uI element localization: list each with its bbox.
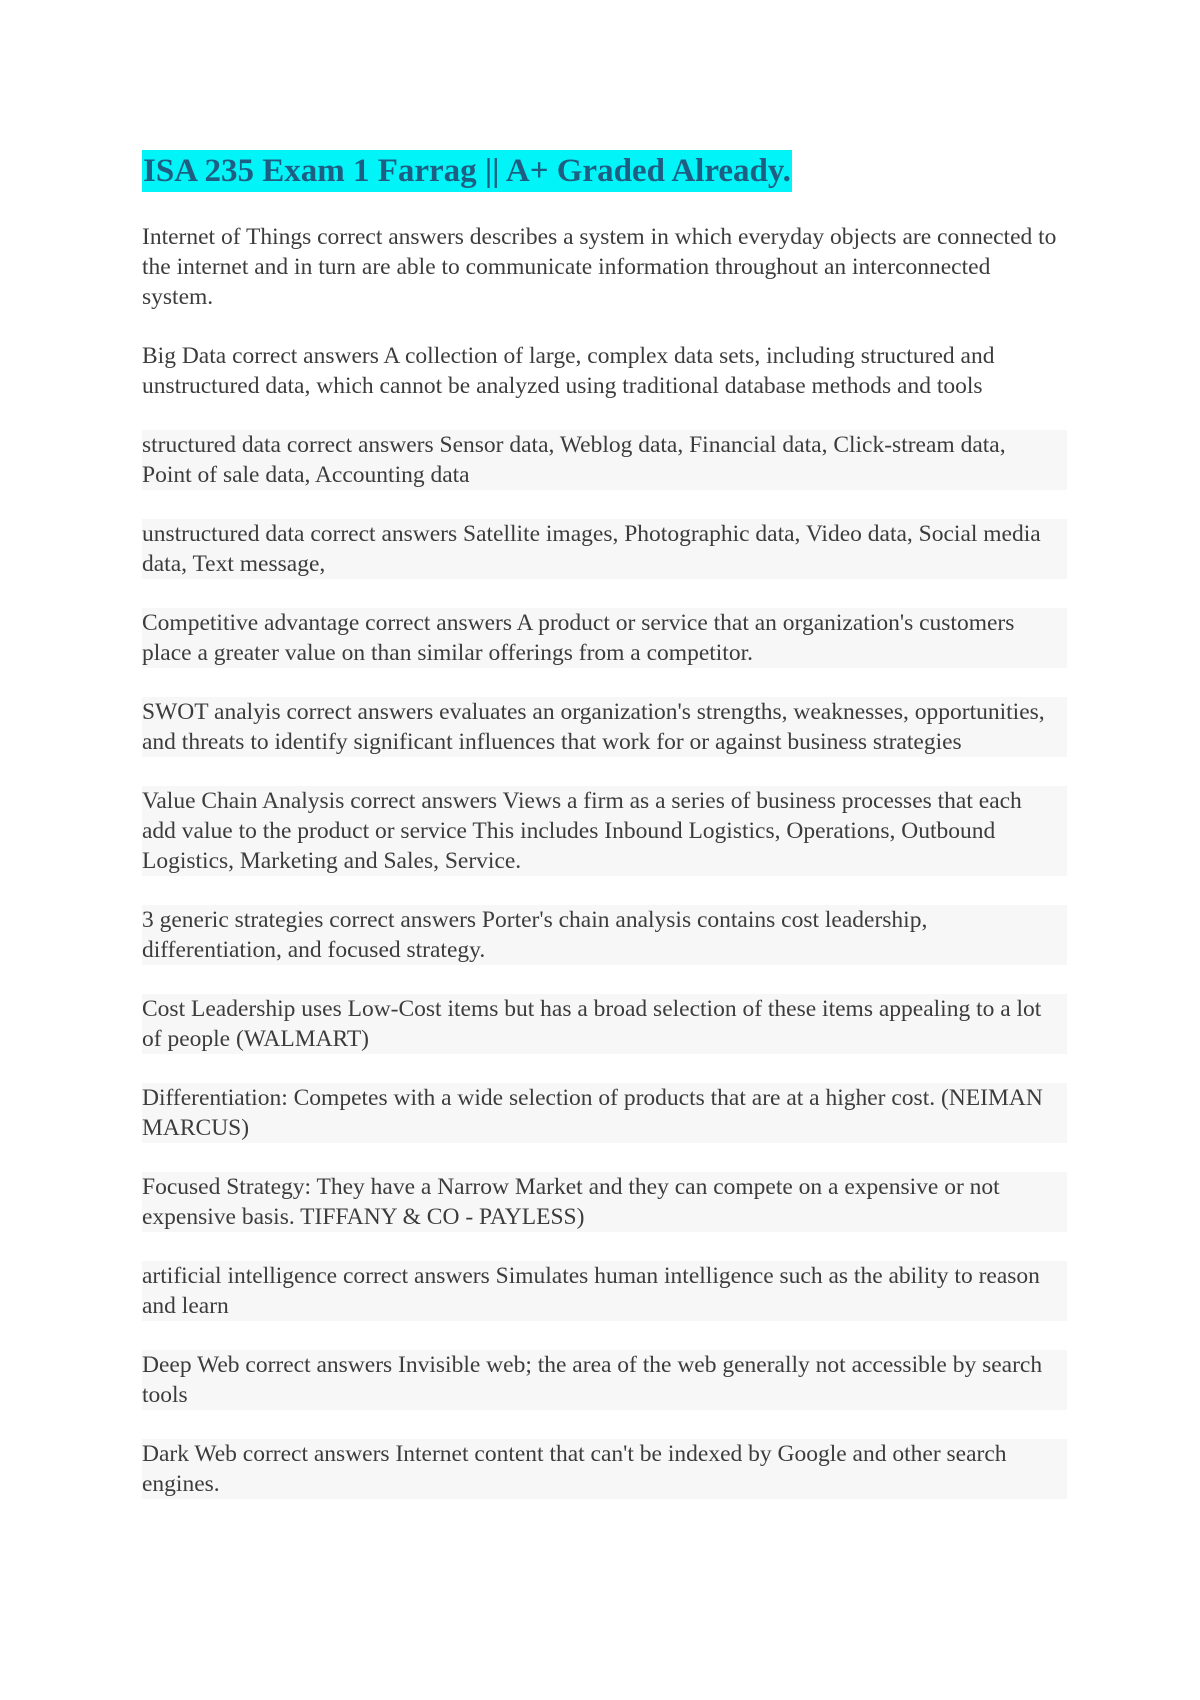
entry-list xyxy=(142,222,1080,1499)
entry-differentiation: Differentiation: Competes with a wide selection of products that are at a higher cost. (NEIMAN MARCUS) xyxy=(142,1083,1067,1143)
entry-generic-strategies: 3 generic strategies correct answers Porter's chain analysis contains cost leadership, differentiation, and focused strategy. xyxy=(142,905,1067,965)
entry-value-chain-analysis: Value Chain Analysis correct answers Views a firm as a series of business processes that each add value to the product or service This includes Inbound Logistics, Operations, Outbound Logistics, Marketing and Sales, Service. xyxy=(142,786,1067,876)
entry-structured-data: structured data correct answers Sensor data, Weblog data, Financial data, Click-stream data, Point of sale data, Accounting data xyxy=(142,430,1067,490)
entry-unstructured-data: unstructured data correct answers Satellite images, Photographic data, Video data, Social media data, Text message, xyxy=(142,519,1067,579)
entry-internet-of-things: Internet of Things correct answers describes a system in which everyday objects are connected to the internet and in turn are able to communicate information throughout an interconnected system. xyxy=(142,224,1057,310)
entry-deep-web: Deep Web correct answers Invisible web; the area of the web generally not accessible by search tools xyxy=(142,1350,1067,1410)
entry-artificial-intelligence: artificial intelligence correct answers Simulates human intelligence such as the ability to reason and learn xyxy=(142,1261,1067,1321)
entry-big-data: Big Data correct answers A collection of large, complex data sets, including structured and unstructured data, which cannot be analyzed using traditional database methods and tools xyxy=(142,343,995,399)
entry-swot-analysis: SWOT analyis correct answers evaluates an organization's strengths, weaknesses, opportunities, and threats to identify significant influences that work for or against business strategies xyxy=(142,697,1067,757)
entry-dark-web: Dark Web correct answers Internet content that can't be indexed by Google and other search engines. xyxy=(142,1439,1067,1499)
document-title: ISA 235 Exam 1 Farrag || A+ Graded Already. xyxy=(142,150,792,192)
entry-competitive-advantage: Competitive advantage correct answers A product or service that an organization's customers place a greater value on than similar offerings from a competitor. xyxy=(142,608,1067,668)
entry-cost-leadership: Cost Leadership uses Low-Cost items but has a broad selection of these items appealing to a lot of people (WALMART) xyxy=(142,994,1067,1054)
title-wrap xyxy=(142,150,1080,192)
entry-focused-strategy: Focused Strategy: They have a Narrow Market and they can compete on a expensive or not expensive basis. TIFFANY & CO - PAYLESS) xyxy=(142,1172,1067,1232)
